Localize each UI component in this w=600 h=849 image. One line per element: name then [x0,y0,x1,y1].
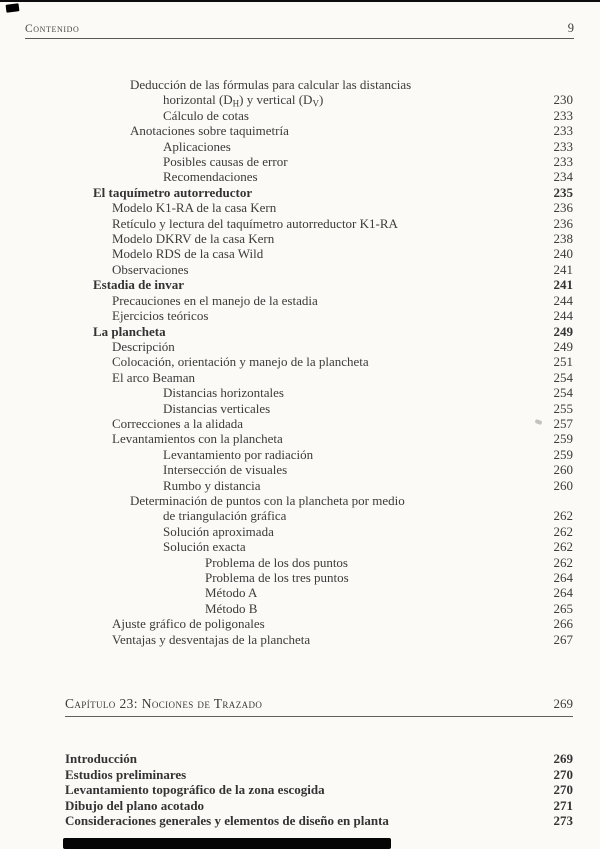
toc-entry [65,782,573,798]
toc-entry [65,231,573,246]
toc-entry-page-number: 233 [553,138,573,154]
toc-entry-title: La plancheta [93,323,166,339]
toc-entry-title: El arco Beaman [112,369,196,385]
toc-entry-page-number: 249 [553,323,573,339]
toc-entry-page-number: 235 [553,184,573,200]
toc-entry-page-number: 234 [553,169,573,185]
page-header [25,21,574,36]
toc-entry [65,616,573,631]
toc-entry-page-number: 266 [553,616,573,632]
toc-entry [65,478,573,493]
toc-entry [65,216,573,231]
folio-page-number: 9 [567,21,574,35]
toc-entry-page-number: 259 [553,446,573,462]
toc-entry-page-number: 262 [553,508,573,524]
toc-entry [65,416,573,431]
toc-entry-page-number: 241 [553,261,573,277]
toc-entry-title: Recomendaciones [163,169,258,185]
toc-entry-title: Levantamiento por radiación [163,446,314,462]
scan-corner-artifact [6,3,20,13]
toc-entry-title: Solución aproximada [163,523,274,539]
toc-entry-title: Intersección de visuales [163,462,288,478]
toc-entry-title: Cálculo de cotas [163,107,249,123]
toc-entry [65,339,573,354]
toc-entry-page-number: 244 [553,292,573,308]
toc-entry [65,200,573,215]
toc-entry-page-number: 255 [553,400,573,416]
header-rule [25,38,574,39]
toc-entry-title: Descripción [112,338,175,354]
toc-entry-page-number: 251 [553,354,573,370]
toc-entry-page-number: 236 [553,215,573,231]
toc-entry-page-number: 241 [553,277,573,293]
toc-entry-title: Posibles causas de error [163,154,288,170]
toc-entry [65,293,573,308]
toc-entry [65,431,573,446]
toc-entry [65,585,573,600]
toc-entry [65,370,573,385]
toc-entry-page-number: 260 [553,462,573,478]
toc-entry-page-number: 262 [553,523,573,539]
toc-entry-page-number: 249 [553,338,573,354]
toc-entry-page-number: 254 [553,385,573,401]
toc-entry-title: Levantamiento topográfico de la zona escogida [65,782,325,798]
toc-entry-title: Introducción [65,751,137,767]
toc-entry [65,123,573,138]
toc-entry [65,401,573,416]
toc-entry-title: Problema de los dos puntos [205,554,348,570]
toc-entry-title: Rumbo y distancia [163,477,261,493]
toc-entry [65,154,573,169]
toc-entry [65,813,573,829]
toc-entry-page-number: 270 [553,782,573,798]
toc-entry-title: Levantamientos con la plancheta [112,431,283,447]
toc-entry-page-number: 264 [553,585,573,601]
toc-entry-page-number: 260 [553,477,573,493]
toc-entry-title: Modelo DKRV de la casa Kern [112,231,275,247]
scan-bottom-artifact [63,838,391,849]
toc-entry-page-number: 269 [553,751,573,767]
toc-entry-page-number: 236 [553,200,573,216]
toc-entry-title: Aplicaciones [163,138,231,154]
toc-entry-title: Ajuste gráfico de poligonales [112,616,265,632]
toc-entry [65,308,573,323]
toc-entry-page-number: 262 [553,539,573,555]
toc-entry [65,324,573,339]
toc-entry [65,447,573,462]
toc-entry-title: Modelo K1-RA de la casa Kern [112,200,277,216]
toc-entry-title: Dibujo del plano acotado [65,797,205,813]
toc-entry [65,92,573,107]
toc-entry-page-number: 264 [553,570,573,585]
toc-entry-page-number: 259 [553,431,573,447]
toc-entry-title: Ejercicios teóricos [112,308,209,324]
toc-entry [65,751,573,767]
toc-entry-title: Método B [205,600,258,616]
toc-entry-title: Correcciones a la alidada [112,415,244,431]
toc-entry-page-number: 238 [553,231,573,247]
toc-entry-title: Colocación, orientación y manejo de la plancheta [112,354,369,370]
toc-entry [65,601,573,616]
toc-entry-page-number: 233 [553,123,573,139]
table-of-contents [65,77,573,829]
toc-entry [65,555,573,570]
toc-entry-title: Consideraciones generales y elementos de diseño en planta [65,813,389,829]
toc-entry-page-number: 254 [553,369,573,385]
toc-entry-page-number: 257 [553,415,573,431]
chapter-entry-list [65,751,573,829]
text-segment: horizontal (D [163,92,233,108]
toc-entry-page-number: 230 [553,92,573,108]
toc-entry-title: de triangulación gráfica [163,508,287,524]
toc-entry [65,169,573,184]
toc-entry [65,385,573,400]
toc-entry-title: Retículo y lectura del taquímetro autorreductor K1-RA [112,215,398,231]
toc-entry [65,632,573,647]
toc-entry [65,767,573,783]
toc-entry-title: Problema de los tres puntos [205,570,349,585]
toc-entry-title: Solución exacta [163,539,246,555]
subscript-text: V [312,98,319,109]
toc-entry [65,508,573,523]
running-title: Contenido [25,23,80,35]
text-segment: ) y vertical (D [239,92,313,108]
toc-entry [65,77,573,92]
toc-entry [65,139,573,154]
toc-entry-title: Ventajas y desventajas de la plancheta [112,631,311,647]
toc-entry-title: Estudios preliminares [65,766,187,782]
toc-entry [65,277,573,292]
toc-entry-page-number: 265 [553,600,573,616]
chapter-heading [65,696,573,712]
toc-entry-title: Determinación de puntos con la plancheta por medio [130,492,405,508]
toc-entry-title: Deducción de las fórmulas para calcular las distancias [130,77,412,92]
toc-entry-title: Estadia de invar [93,277,185,293]
toc-entry-page-number: 262 [553,554,573,570]
toc-entry-title: Precauciones en el manejo de la estadia [112,292,318,308]
toc-entry-page-number: 244 [553,308,573,324]
toc-entry-page-number: 270 [553,766,573,782]
toc-entry [65,570,573,585]
toc-entry [65,246,573,261]
toc-entry [65,493,573,508]
toc-entry-title: Distancias verticales [163,400,271,416]
chapter-rule [65,716,573,717]
subscript-text: H [232,98,240,109]
toc-entry-page-number: 233 [553,154,573,170]
toc-entry-page-number: 271 [553,797,573,813]
toc-list [65,77,573,647]
toc-entry [65,798,573,814]
toc-entry [65,354,573,369]
toc-entry-page-number: 273 [553,813,573,829]
chapter-title: Capítulo 23: Nociones de Trazado [65,696,263,712]
toc-entry [65,262,573,277]
toc-entry-title: Observaciones [112,261,189,277]
toc-entry [65,539,573,554]
toc-entry-title: Anotaciones sobre taquimetría [130,123,289,139]
text-segment: ) [318,92,324,108]
toc-entry-title: Distancias horizontales [163,385,284,401]
toc-entry-title: Modelo RDS de la casa Wild [112,246,264,262]
toc-entry [65,524,573,539]
toc-entry [65,185,573,200]
toc-entry-page-number: 267 [553,631,573,647]
toc-entry-page-number: 240 [553,246,573,262]
toc-entry-title: El taquímetro autorreductor [93,184,253,200]
scan-edge-artifact [0,0,600,2]
toc-entry [65,462,573,477]
chapter-page-number: 269 [553,696,573,712]
toc-entry-page-number: 233 [553,107,573,123]
toc-entry-title: Método A [205,585,258,601]
